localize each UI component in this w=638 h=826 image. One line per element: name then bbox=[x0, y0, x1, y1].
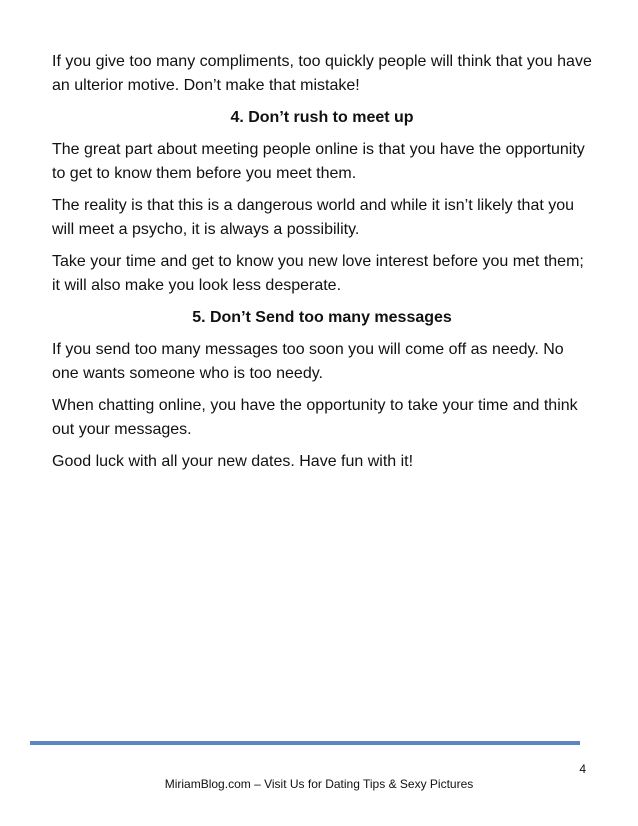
paragraph-chatting-online: When chatting online, you have the opportunity to take your time and think out your messages. bbox=[52, 397, 578, 438]
paragraph-online-opportunity: The great part about meeting people online is that you have the opportunity to get to know them before you meet them. bbox=[52, 141, 585, 182]
paragraph-good-luck: Good luck with all your new dates. Have fun with it! bbox=[52, 453, 414, 470]
heading-too-many-messages: 5. Don’t Send too many messages bbox=[192, 309, 452, 326]
paragraph-compliments: If you give too many compliments, too quickly people will think that you have an ulterior motive. Don’t make that mistake! bbox=[52, 53, 592, 94]
heading-dont-rush: 4. Don’t rush to meet up bbox=[230, 109, 414, 126]
paragraph-needy: If you send too many messages too soon you will come off as needy. No one wants someone who is too needy. bbox=[52, 341, 564, 382]
page-number: 4 bbox=[579, 762, 586, 776]
footer-text: MiriamBlog.com – Visit Us for Dating Tips & Sexy Pictures bbox=[164, 777, 474, 791]
paragraph-dangerous-world: The reality is that this is a dangerous world and while it isn’t likely that you will meet a psycho, it is always a possibility. bbox=[52, 197, 575, 238]
footer-divider bbox=[30, 741, 580, 745]
paragraph-take-your-time: Take your time and get to know you new love interest before you met them; it will also make you look less desperate. bbox=[52, 253, 584, 294]
page-content bbox=[52, 50, 592, 474]
